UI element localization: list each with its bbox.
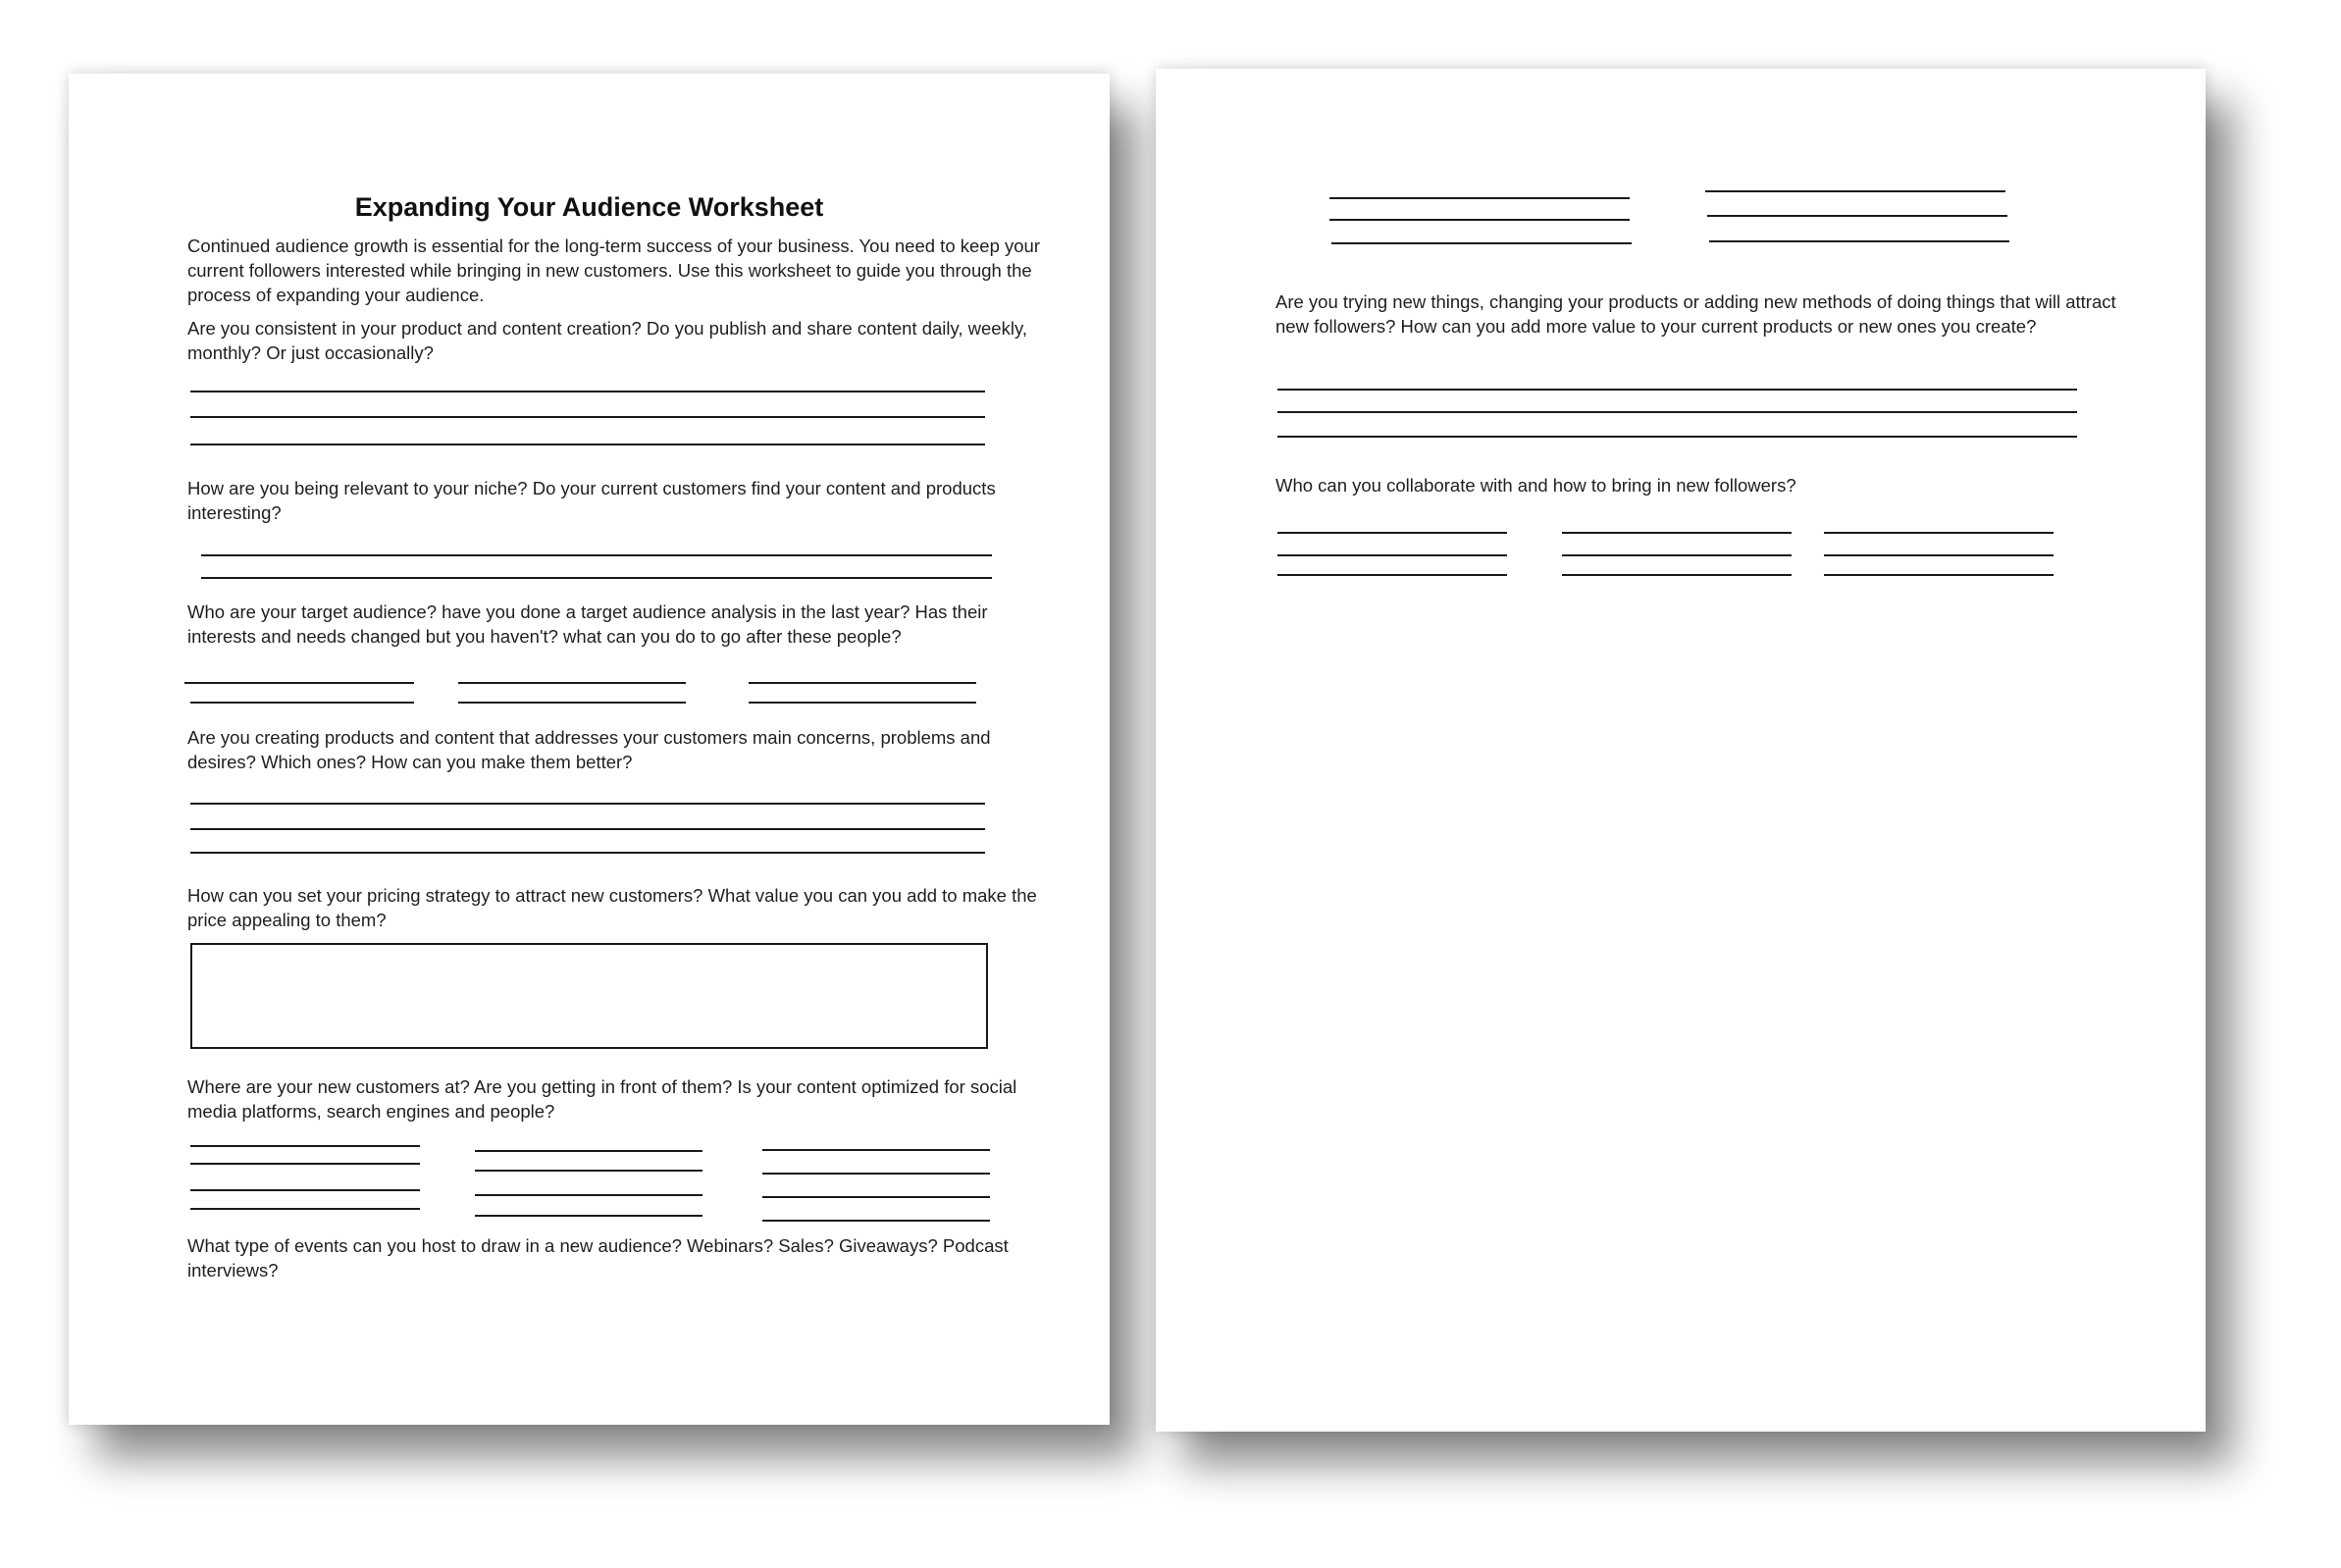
answer-line[interactable] [1277, 389, 2077, 391]
answer-line[interactable] [458, 702, 686, 704]
answer-line[interactable] [1329, 197, 1630, 199]
worksheet-page-1 [69, 74, 1110, 1425]
answer-line[interactable] [1277, 574, 1507, 576]
answer-line[interactable] [190, 828, 985, 830]
answer-line[interactable] [190, 803, 985, 805]
answer-line[interactable] [475, 1150, 702, 1152]
answer-line[interactable] [1562, 574, 1792, 576]
answer-line[interactable] [190, 444, 985, 445]
worksheet-title: Expanding Your Audience Worksheet [354, 192, 824, 222]
answer-line[interactable] [475, 1194, 702, 1196]
answer-line[interactable] [190, 1145, 420, 1147]
answer-line[interactable] [762, 1173, 990, 1175]
answer-line[interactable] [1331, 242, 1632, 244]
answer-line[interactable] [762, 1220, 990, 1222]
answer-line[interactable] [475, 1215, 702, 1217]
answer-line[interactable] [1824, 574, 2054, 576]
question-pricing-strategy: How can you set your pricing strategy to attract new customers? What value you can you add to make the price appealing to them? [187, 885, 1037, 930]
answer-line[interactable] [1329, 219, 1630, 221]
answer-line[interactable] [201, 554, 992, 556]
answer-line[interactable] [1824, 554, 2054, 556]
answer-line[interactable] [1824, 532, 2054, 534]
question-consistency: Are you consistent in your product and content creation? Do you publish and share content daily, weekly, monthly? Or just occasionally? [187, 318, 1027, 363]
intro-paragraph: Continued audience growth is essential for the long-term success of your business. You need to keep your current followers interested while bringing in new customers. Use this worksheet to guide you through the process of expanding your audience. [187, 235, 1040, 305]
answer-line[interactable] [184, 682, 414, 684]
worksheet-page-2 [1156, 69, 2206, 1432]
answer-line[interactable] [201, 577, 992, 579]
pricing-answer-box[interactable] [190, 943, 988, 1049]
question-relevance: How are you being relevant to your niche? Do your current customers find your content and products interesting? [187, 478, 996, 523]
answer-line[interactable] [1277, 554, 1507, 556]
answer-line[interactable] [1562, 554, 1792, 556]
answer-line[interactable] [190, 1208, 420, 1210]
answer-line[interactable] [458, 682, 686, 684]
answer-line[interactable] [762, 1196, 990, 1198]
answer-line[interactable] [190, 391, 985, 392]
answer-line[interactable] [1277, 411, 2077, 413]
answer-line[interactable] [1277, 532, 1507, 534]
question-customer-concerns: Are you creating products and content that addresses your customers main concerns, problems and desires? Which ones? How can you make them better? [187, 727, 991, 772]
answer-line[interactable] [1709, 240, 2009, 242]
question-trying-new-things: Are you trying new things, changing your products or adding new methods of doing things that will attract new followers? How can you add more value to your current products or new ones you create? [1275, 291, 2116, 337]
answer-line[interactable] [190, 852, 985, 854]
question-events: What type of events can you host to draw in a new audience? Webinars? Sales? Giveaways? Podcast interviews? [187, 1235, 1009, 1281]
answer-line[interactable] [1277, 436, 2077, 438]
answer-line[interactable] [190, 1189, 420, 1191]
answer-line[interactable] [1707, 215, 2007, 217]
answer-line[interactable] [1705, 190, 2005, 192]
answer-line[interactable] [190, 1163, 420, 1165]
answer-line[interactable] [190, 416, 985, 418]
answer-line[interactable] [1562, 532, 1792, 534]
answer-line[interactable] [749, 682, 976, 684]
answer-line[interactable] [749, 702, 976, 704]
answer-line[interactable] [190, 702, 414, 704]
answer-line[interactable] [475, 1170, 702, 1172]
question-target-audience: Who are your target audience? have you done a target audience analysis in the last year? Has their interests and needs changed but you haven't? what can you do to go after these people? [187, 601, 988, 647]
answer-line[interactable] [762, 1149, 990, 1151]
question-collaboration: Who can you collaborate with and how to bring in new followers? [1275, 475, 1796, 496]
question-new-customers: Where are your new customers at? Are you getting in front of them? Is your content optimized for social media platforms, search engines and people? [187, 1076, 1017, 1122]
